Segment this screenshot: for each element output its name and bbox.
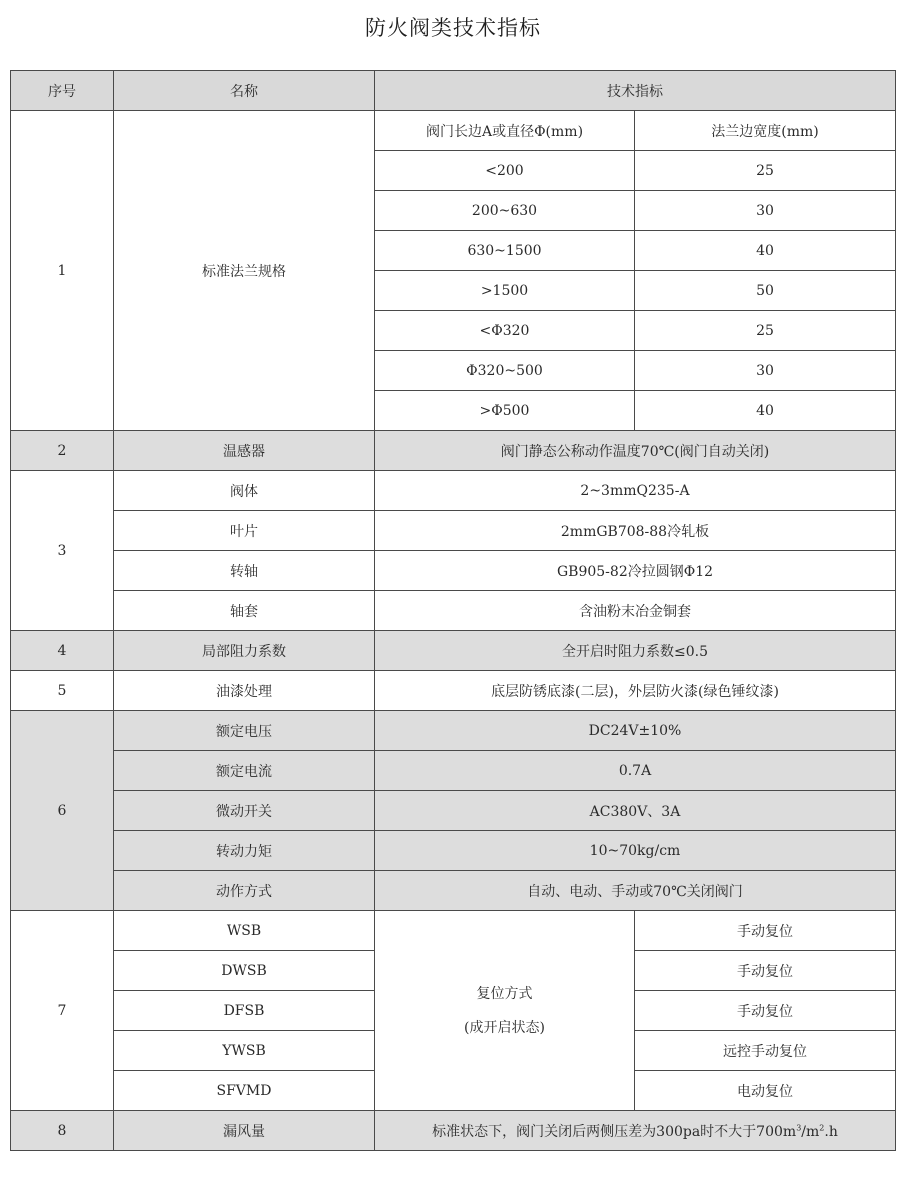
material-spec: GB905-82冷拉圆钢Φ12 bbox=[375, 551, 896, 591]
flange-subheader-width: 法兰边宽度(mm) bbox=[635, 111, 896, 151]
page-title: 防火阀类技术指标 bbox=[365, 16, 541, 40]
table-row bbox=[11, 751, 896, 791]
flange-width: 25 bbox=[635, 151, 896, 191]
flange-size: >1500 bbox=[375, 271, 635, 311]
table-row bbox=[11, 671, 896, 711]
flange-size: <Φ320 bbox=[375, 311, 635, 351]
table-row bbox=[11, 1111, 896, 1151]
header-index: 序号 bbox=[11, 71, 114, 111]
row8-spec bbox=[375, 1111, 896, 1151]
table-row bbox=[11, 631, 896, 671]
row5-index: 5 bbox=[11, 671, 114, 711]
table-header-row bbox=[11, 71, 896, 111]
material-name: 阀体 bbox=[114, 471, 375, 511]
electrical-spec: 10~70kg/cm bbox=[375, 831, 896, 871]
electrical-name: 额定电流 bbox=[114, 751, 375, 791]
electrical-spec: DC24V±10% bbox=[375, 711, 896, 751]
row8-name: 漏风量 bbox=[114, 1111, 375, 1151]
model-name: DWSB bbox=[114, 951, 375, 991]
electrical-spec: AC380V、3A bbox=[375, 791, 896, 831]
table-row bbox=[11, 511, 896, 551]
table-row bbox=[11, 591, 896, 631]
table-row bbox=[11, 711, 896, 751]
flange-width: 30 bbox=[635, 351, 896, 391]
table-row bbox=[11, 111, 896, 151]
row4-spec: 全开启时阻力系数≤0.5 bbox=[375, 631, 896, 671]
row4-index: 4 bbox=[11, 631, 114, 671]
material-spec: 含油粉末冶金铜套 bbox=[375, 591, 896, 631]
reset-method-cell bbox=[375, 911, 635, 1111]
row2-index: 2 bbox=[11, 431, 114, 471]
table-row bbox=[11, 551, 896, 591]
reset-type: 手动复位 bbox=[635, 991, 896, 1031]
table-row bbox=[11, 431, 896, 471]
flange-width: 30 bbox=[635, 191, 896, 231]
row2-spec: 阀门静态公称动作温度70℃(阀门自动关闭) bbox=[375, 431, 896, 471]
flange-size: >Φ500 bbox=[375, 391, 635, 431]
row6-index: 6 bbox=[11, 711, 114, 911]
reset-type: 电动复位 bbox=[635, 1071, 896, 1111]
row5-spec: 底层防锈底漆(二层)，外层防火漆(绿色锤纹漆) bbox=[375, 671, 896, 711]
leakage-spec-text: 标准状态下，阀门关闭后两侧压差为300pa时不大于700m bbox=[432, 1123, 797, 1140]
row7-index: 7 bbox=[11, 911, 114, 1111]
flange-width: 40 bbox=[635, 391, 896, 431]
flange-subheader-size: 阀门长边A或直径Φ(mm) bbox=[375, 111, 635, 151]
row2-name: 温感器 bbox=[114, 431, 375, 471]
table-row bbox=[11, 831, 896, 871]
header-name: 名称 bbox=[114, 71, 375, 111]
reset-type: 远控手动复位 bbox=[635, 1031, 896, 1071]
leakage-unit-sup-3: 3 bbox=[796, 1122, 802, 1132]
model-name: SFVMD bbox=[114, 1071, 375, 1111]
table-row bbox=[11, 471, 896, 511]
electrical-name: 转动力矩 bbox=[114, 831, 375, 871]
model-name: WSB bbox=[114, 911, 375, 951]
material-name: 转轴 bbox=[114, 551, 375, 591]
flange-size: Φ320~500 bbox=[375, 351, 635, 391]
leakage-unit-sup-2: 2 bbox=[819, 1122, 825, 1132]
row3-index: 3 bbox=[11, 471, 114, 631]
row5-name: 油漆处理 bbox=[114, 671, 375, 711]
leakage-unit-suffix: .h bbox=[824, 1123, 838, 1140]
flange-width: 25 bbox=[635, 311, 896, 351]
header-spec: 技术指标 bbox=[375, 71, 896, 111]
material-name: 叶片 bbox=[114, 511, 375, 551]
reset-type: 手动复位 bbox=[635, 951, 896, 991]
flange-size: 200~630 bbox=[375, 191, 635, 231]
model-name: YWSB bbox=[114, 1031, 375, 1071]
table-row bbox=[11, 871, 896, 911]
row1-name: 标准法兰规格 bbox=[114, 111, 375, 431]
flange-size: <200 bbox=[375, 151, 635, 191]
electrical-spec: 0.7A bbox=[375, 751, 896, 791]
flange-width: 40 bbox=[635, 231, 896, 271]
flange-size: 630~1500 bbox=[375, 231, 635, 271]
material-spec: 2~3mmQ235-A bbox=[375, 471, 896, 511]
reset-method-note: (成开启状态) bbox=[464, 1019, 545, 1036]
reset-type: 手动复位 bbox=[635, 911, 896, 951]
spec-table bbox=[10, 70, 896, 1151]
material-spec: 2mmGB708-88冷轧板 bbox=[375, 511, 896, 551]
row8-index: 8 bbox=[11, 1111, 114, 1151]
electrical-name: 动作方式 bbox=[114, 871, 375, 911]
electrical-name: 微动开关 bbox=[114, 791, 375, 831]
flange-width: 50 bbox=[635, 271, 896, 311]
row1-index: 1 bbox=[11, 111, 114, 431]
row4-name: 局部阻力系数 bbox=[114, 631, 375, 671]
table-row bbox=[11, 911, 896, 951]
leakage-unit-mid: /m bbox=[801, 1123, 820, 1140]
material-name: 轴套 bbox=[114, 591, 375, 631]
model-name: DFSB bbox=[114, 991, 375, 1031]
electrical-spec: 自动、电动、手动或70℃关闭阀门 bbox=[375, 871, 896, 911]
table-row bbox=[11, 791, 896, 831]
electrical-name: 额定电压 bbox=[114, 711, 375, 751]
reset-method-label: 复位方式 bbox=[476, 985, 533, 1002]
